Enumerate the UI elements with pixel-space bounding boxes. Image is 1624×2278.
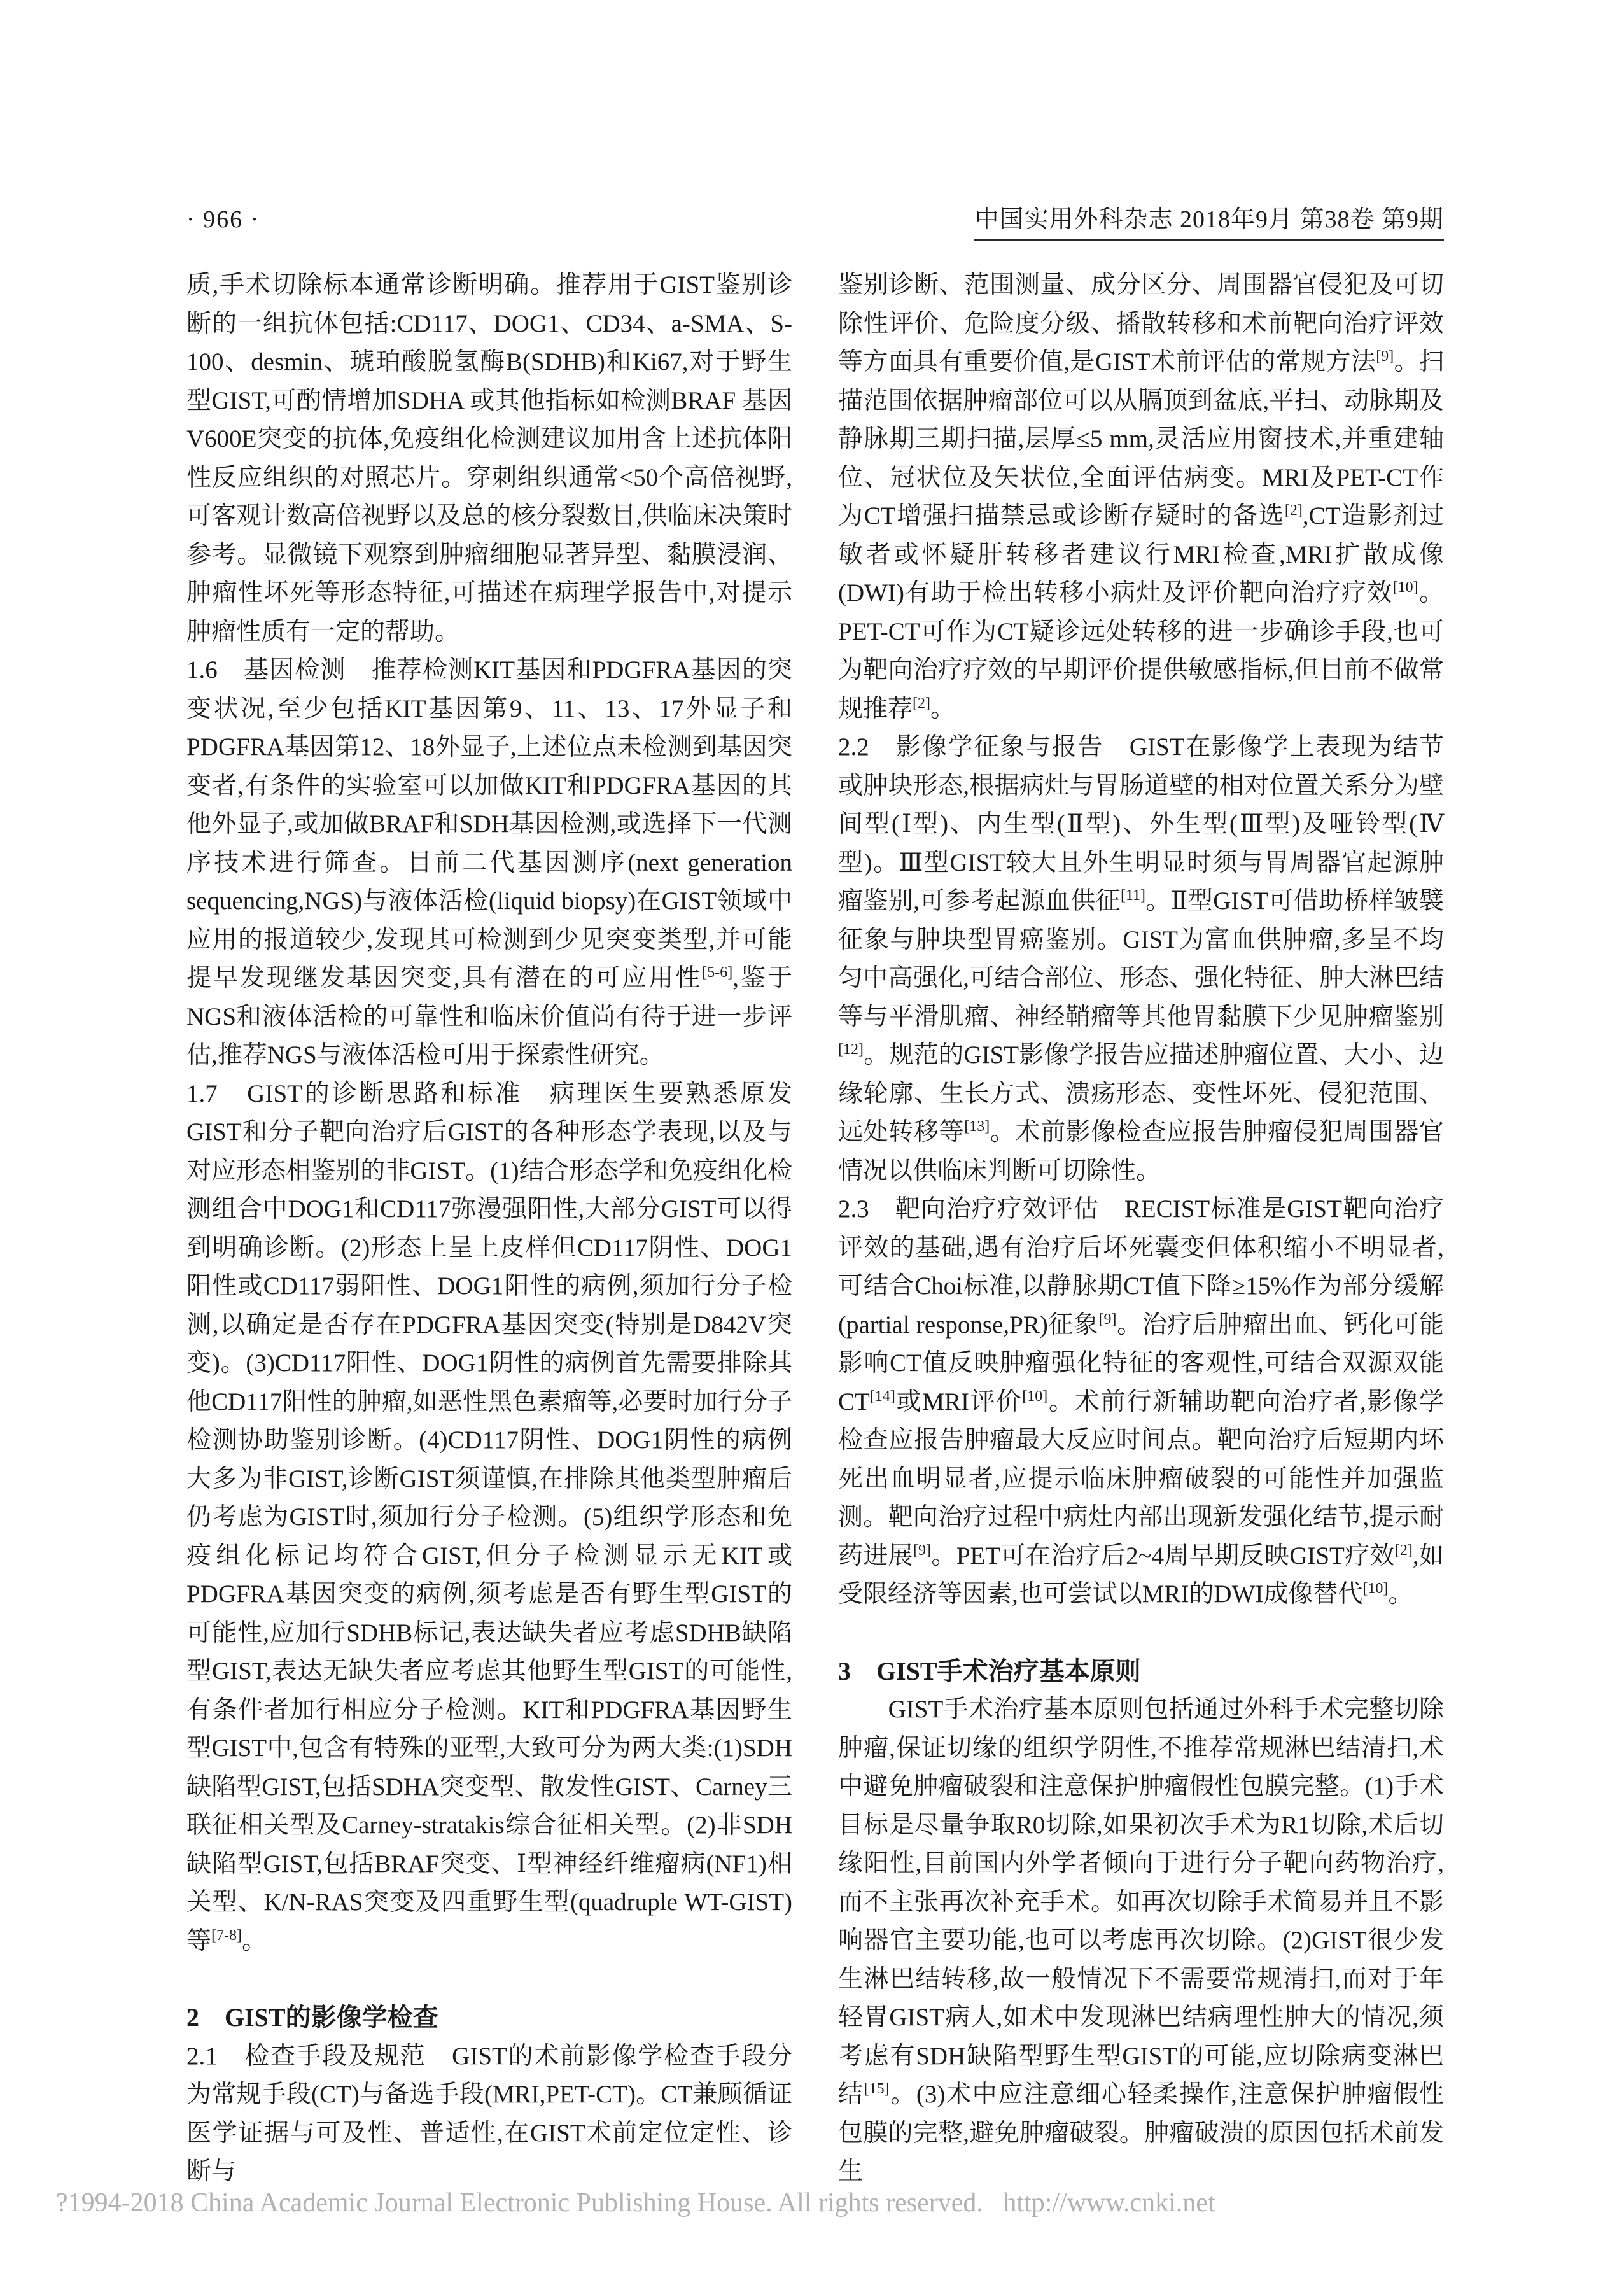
left-column xyxy=(186,266,792,2191)
paragraph: 2.2 影像学征象与报告 GIST在影像学上表现为结节或肿块形态,根据病灶与胃肠道壁的相对位置关系分为壁间型(Ⅰ型)、内生型(Ⅱ型)、外生型(Ⅲ型)及哑铃型(Ⅳ型)。Ⅲ型GIST较大且外生明显时须与胃周器官起源肿瘤鉴别,可参考起源血供征[11]。Ⅱ型GIST可借助桥样皱襞征象与肿块型胃癌鉴别。GIST为富血供肿瘤,多呈不均匀中高强化,可结合部位、形态、强化特征、肿大淋巴结等与平滑肌瘤、神经鞘瘤等其他胃黏膜下少见肿瘤鉴别[12]。规范的GIST影像学报告应描述肿瘤位置、大小、边缘轮廓、生长方式、溃疡形态、变性坏死、侵犯范围、远处转移等[13]。术前影像检查应报告肿瘤侵犯周围器官情况以供临床判断可切除性。 xyxy=(838,733,1444,1185)
paragraph: GIST手术治疗基本原则包括通过外科手术完整切除肿瘤,保证切缘的组织学阴性,不推荐常规淋巴结清扫,术中避免肿瘤破裂和注意保护肿瘤假性包膜完整。(1)手术目标是尽量争取R0切除,如果初次手术为R1切除,术后切缘阳性,目前国内外学者倾向于进行分子靶向药物治疗,而不主张再次补充手术。如再次切除手术简易并且不影响器官主要功能,也可以考虑再次切除。(2)GIST很少发生淋巴结转移,故一般情况下不需要常规清扫,而对于年轻胃GIST病人,如术中发现淋巴结病理性肿大的情况,须考虑有SDH缺陷型野生型GIST的可能,应切除病变淋巴结[15]。(3)术中应注意细心轻柔操作,注意保护肿瘤假性包膜的完整,避免肿瘤破裂。肿瘤破溃的原因包括术前发生 xyxy=(838,1696,1444,2185)
journal-header-info: 中国实用外科杂志 2018年9月 第38卷 第9期 xyxy=(974,205,1444,241)
reference-superscript: [14] xyxy=(869,1388,895,1405)
section-heading: 3 GIST手术治疗基本原则 xyxy=(838,1656,1141,1685)
reference-superscript: [12] xyxy=(838,1041,864,1058)
reference-superscript: [2] xyxy=(1284,502,1303,519)
paragraph: 2.3 靶向治疗疗效评估 RECIST标准是GIST靶向治疗评效的基础,遇有治疗后坏死囊变但体积缩小不明显者,可结合Choi标准,以静脉期CT值下降≥15%作为部分缓解(partial response,PR)征象[9]。治疗后肿瘤出血、钙化可能影响CT值反映肿瘤强化特征的客观性,可结合双源双能CT[14]或MRI评价[10]。术前行新辅助靶向治疗者,影像学检查应报告肿瘤最大反应时间点。靶向治疗后短期内坏死出血明显者,应提示临床肿瘤破裂的可能性并加强监测。靶向治疗过程中病灶内部出现新发强化结节,提示耐药进展[9]。PET可在治疗后2~4周早期反映GIST疗效[2],如受限经济等因素,也可尝试以MRI的DWI成像替代[10]。 xyxy=(838,1195,1444,1608)
reference-superscript: [9] xyxy=(1098,1311,1117,1328)
reference-superscript: [11] xyxy=(1120,887,1146,904)
paragraph: 质,手术切除标本通常诊断明确。推荐用于GIST鉴别诊断的一组抗体包括:CD117、DOG1、CD34、a-SMA、S-100、desmin、琥珀酸脱氢酶B(SDHB)和Ki67,对于野生型GIST,可酌情增加SDHA 或其他指标如检测BRAF 基因V600E突变的抗体,免疫组化检测建议加用含上述抗体阳性反应组织的对照芯片。穿刺组织通常<50个高倍视野,可客观计数高倍视野以及总的核分裂数目,供临床决策时参考。显微镜下观察到肿瘤细胞显著异型、黏膜浸润、肿瘤性坏死等形态特征,可描述在病理学报告中,对提示肿瘤性质有一定的帮助。 xyxy=(186,271,792,645)
reference-superscript: [10] xyxy=(1362,1580,1389,1597)
reference-superscript: [15] xyxy=(864,2081,890,2097)
reference-superscript: [9] xyxy=(1376,348,1394,365)
right-column xyxy=(838,266,1444,2191)
copyright-footer: ?1994-2018 China Academic Journal Electronic Publishing House. All rights reserved. http://www.cnki.net xyxy=(56,2188,1215,2218)
section-heading: 2 GIST的影像学检查 xyxy=(186,2003,438,2032)
reference-superscript: [9] xyxy=(913,1542,932,1559)
reference-superscript: [10] xyxy=(1022,1388,1048,1405)
paragraph: 1.6 基因检测 推荐检测KIT基因和PDGFRA基因的突变状况,至少包括KIT基因第9、11、13、17外显子和PDGFRA基因第12、18外显子,上述位点未检测到基因突变者,有条件的实验室可以加做KIT和PDGFRA基因的其他外显子,或加做BRAF和SDH基因检测,或选择下一代测序技术进行筛查。目前二代基因测序(next generation sequencing,NGS)与液体活检(liquid biopsy)在GIST领域中应用的报道较少,发现其可检测到少见突变类型,并可能提早发现继发基因突变,具有潜在的可应用性[5-6],鉴于NGS和液体活检的可靠性和临床价值尚有待于进一步评估,推荐NGS与液体活检可用于探索性研究。 xyxy=(186,656,792,1069)
article-body xyxy=(186,266,1444,2191)
reference-superscript: [10] xyxy=(1392,579,1418,596)
reference-superscript: [5-6] xyxy=(702,964,733,981)
page-header xyxy=(186,205,1444,241)
paragraph: 1.7 GIST的诊断思路和标准 病理医生要熟悉原发GIST和分子靶向治疗后GIST的各种形态学表现,以及与对应形态相鉴别的非GIST。(1)结合形态学和免疫组化检测组合中DOG1和CD117弥漫强阳性,大部分GIST可以得到明确诊断。(2)形态上呈上皮样但CD117阴性、DOG1阳性或CD117弱阳性、DOG1阳性的病例,须加行分子检测,以确定是否存在PDGFRA基因突变(特别是D842V突变)。(3)CD117阳性、DOG1阴性的病例首先需要排除其他CD117阳性的肿瘤,如恶性黑色素瘤等,必要时加行分子检测协助鉴别诊断。(4)CD117阴性、DOG1阴性的病例大多为非GIST,诊断GIST须谨慎,在排除其他类型肿瘤后仍考虑为GIST时,须加行分子检测。(5)组织学形态和免疫组化标记均符合GIST,但分子检测显示无KIT或PDGFRA基因突变的病例,须考虑是否有野生型GIST的可能性,应加行SDHB标记,表达缺失者应考虑SDHB缺陷型GIST,表达无缺失者应考虑其他野生型GIST的可能性,有条件者加行相应分子检测。KIT和PDGFRA基因野生型GIST中,包含有特殊的亚型,大致可分为两大类:(1)SDH缺陷型GIST,包括SDHA突变型、散发性GIST、Carney三联征相关型及Carney-stratakis综合征相关型。(2)非SDH缺陷型GIST,包括BRAF突变、Ⅰ型神经纤维瘤病(NF1)相关型、K/N-RAS突变及四重野生型(quadruple WT-GIST)等[7-8]。 xyxy=(186,1079,793,1955)
reference-superscript: [2] xyxy=(913,694,930,712)
paragraph: 鉴别诊断、范围测量、成分区分、周围器官侵犯及可切除性评价、危险度分级、播散转移和术前靶向治疗评效等方面具有重要价值,是GIST术前评估的常规方法[9]。扫描范围依据肿瘤部位可以从膈顶到盆底,平扫、动脉期及静脉期三期扫描,层厚≤5 mm,灵活应用窗技术,并重建轴位、冠状位及矢状位,全面评估病变。MRI及PET-CT作为CT增强扫描禁忌或诊断存疑时的备选[2],CT造影剂过敏者或怀疑肝转移者建议行MRI检查,MRI扩散成像(DWI)有助于检出转移小病灶及评价靶向治疗疗效[10]。PET-CT可作为CT疑诊远处转移的进一步确诊手段,也可为靶向治疗疗效的早期评价提供敏感指标,但目前不做常规推荐[2]。 xyxy=(838,271,1444,722)
reference-superscript: [7-8] xyxy=(211,1927,242,1944)
paragraph: 2.1 检查手段及规范 GIST的术前影像学检查手段分为常规手段(CT)与备选手段(MRI,PET-CT)。CT兼顾循证医学证据与可及性、普适性,在GIST术前定位定性、诊断与 xyxy=(186,2042,792,2185)
reference-superscript: [13] xyxy=(964,1118,990,1135)
page-number: · 966 · xyxy=(186,206,260,233)
reference-superscript: [2] xyxy=(1394,1542,1413,1559)
